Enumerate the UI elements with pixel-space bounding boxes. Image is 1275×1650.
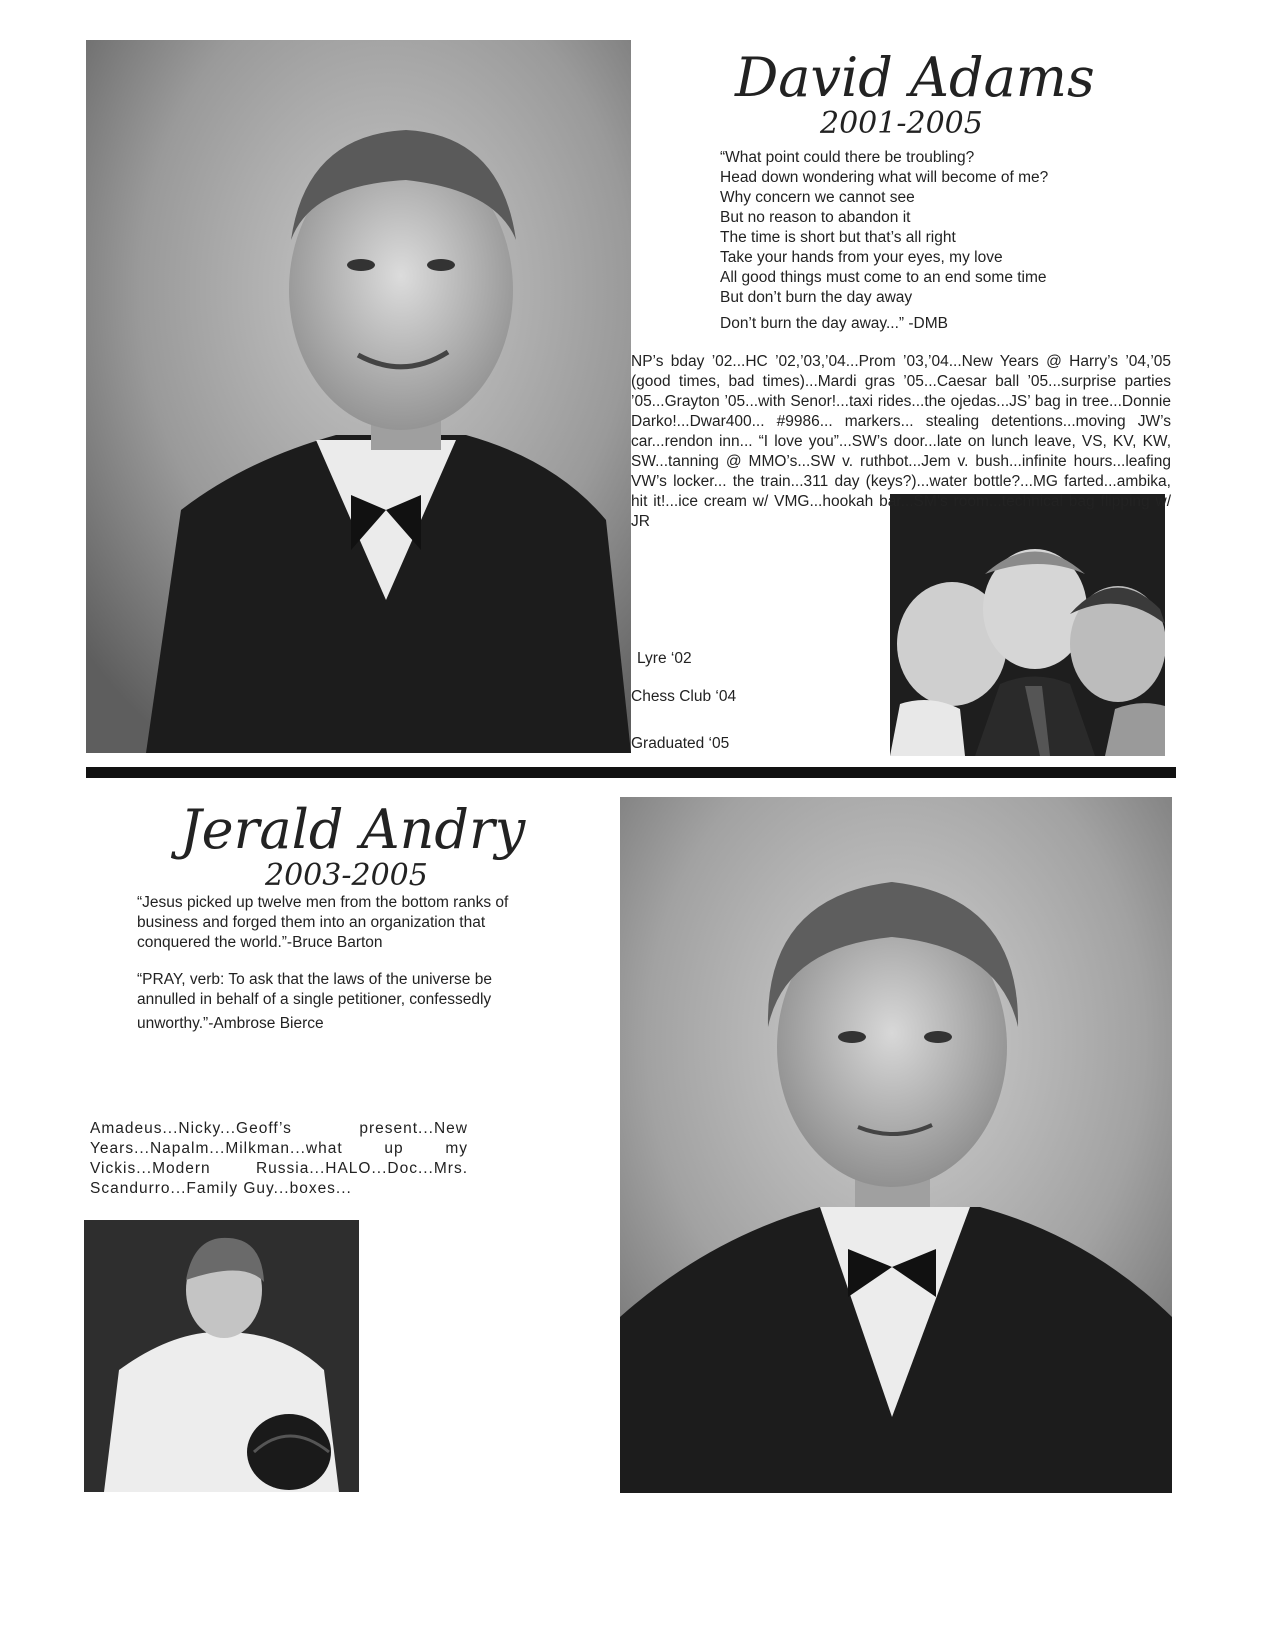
memories-text-jerald-andry: Amadeus...Nicky...Geoff’s present...New Years...Napalm...Milkman...what up my Vickis...Modern Russia...HALO...Doc...Mrs. Scandurro...Family Guy...boxes... [90, 1120, 468, 1197]
activity-item: Graduated ‘05 [631, 735, 730, 752]
senior-quote-1-jerald-andry [137, 893, 508, 953]
quote-line: Head down wondering what will become of me? [720, 169, 1049, 186]
student-name-david-adams: David Adams [735, 46, 1095, 109]
quote-line: But don’t burn the day away [720, 289, 913, 306]
quote-line: But no reason to abandon it [720, 209, 911, 226]
quote-line: All good things must come to an end some time [720, 269, 1047, 286]
student-years-david-adams: 2001-2005 [820, 106, 983, 141]
activity-item: Lyre ‘02 [637, 650, 692, 667]
senior-quote-2-jerald-andry [137, 970, 492, 1034]
quote-line: business and forged them into an organization that [137, 914, 486, 931]
quote-line: The time is short but that’s all right [720, 229, 956, 246]
quote-line: “PRAY, verb: To ask that the laws of the universe be [137, 971, 492, 988]
fencing-photo-jerald-andry [84, 1220, 359, 1492]
quote-line: unworthy.”-Ambrose Bierce [137, 1015, 324, 1032]
quote-line: conquered the world.”-Bruce Barton [137, 934, 383, 951]
quote-line: “What point could there be troubling? [720, 149, 975, 166]
student-name-jerald-andry: Jerald Andry [180, 798, 526, 861]
quote-line: “Jesus picked up twelve men from the bottom ranks of [137, 894, 509, 911]
quote-line: Don’t burn the day away...” -DMB [720, 315, 948, 332]
senior-quote-david-adams [720, 148, 1048, 334]
portrait-photo-jerald-andry [620, 797, 1172, 1493]
quote-line: annulled in behalf of a single petitioner, confessedly [137, 991, 492, 1008]
activity-item: Chess Club ‘04 [631, 688, 737, 705]
quote-line: Take your hands from your eyes, my love [720, 249, 1003, 266]
quote-line: Why concern we cannot see [720, 189, 915, 206]
student-years-jerald-andry: 2003-2005 [265, 858, 428, 893]
memories-text-david-adams: NP’s bday ’02...HC ’02,’03,’04...Prom ’03,’04...New Years @ Harry’s ’04,’05 (good times, bad times)...Mardi gras ’05...Caesar ball ’05...surprise parties ’05...Grayton ’05...with Senor!...taxi rides...the ojedas...JS’ bag in tree...Donnie Darko!...Dwar400... #9986... markers... stealing detentions...moving JW’s car...rendon inn... “I love you”...SW’s door...late on lunch leave, VS, KV, KW, SW...tanning @ MMO’s...SW v. ruthbot...Jem v. bush...infinite hours...leafing VW’s locker... the train...311 day (keys?)...water bottle?...MG farted...ambika, hit it!...ice cream w/ VMG...hookah bar...SM’s room...technical bag flipping w/ JR [631, 353, 1171, 530]
section-divider [86, 767, 1176, 778]
portrait-photo-david-adams [86, 40, 631, 753]
